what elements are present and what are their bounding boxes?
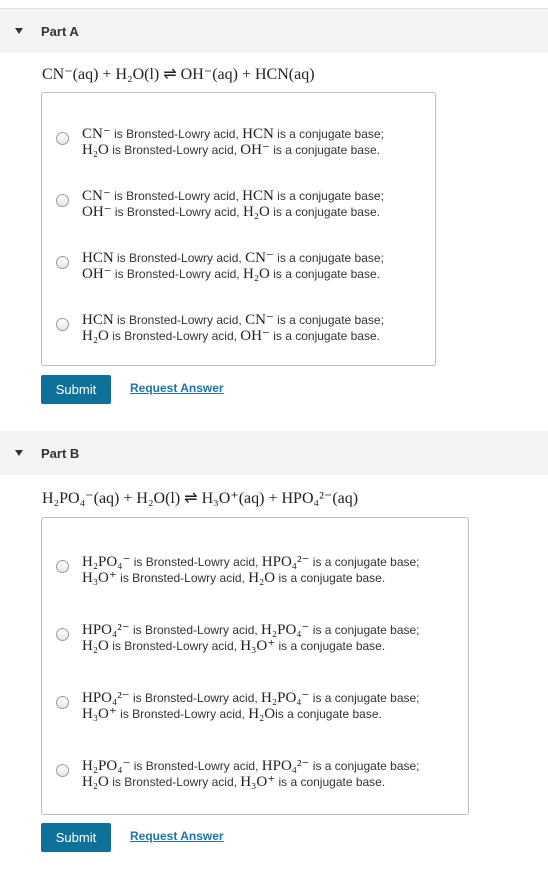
radio-button-icon[interactable] [56,628,69,641]
radio-button-icon[interactable] [56,764,69,777]
part-b-submit-button[interactable]: Submit [41,823,111,852]
part-a-request-answer-link[interactable]: Request Answer [130,381,224,395]
part-a-equation: CN⁻(aq) + H₂O(l) ⇌ OH⁻(aq) + HCN(aq) [42,66,315,83]
part-a-title: Part A [41,23,79,39]
part-b-choice-2[interactable]: HPO₄²⁻ is Bronsted-Lowry acid, H₂PO₄⁻ is a conjugate base; H₂O is Bronsted-Lowry acid, H₃O⁺ is a conjugate base. [56,622,420,654]
part-b-equation: H₂PO₄⁻(aq) + H₂O(l) ⇌ H₃O⁺(aq) + HPO₄²⁻(aq) [42,490,359,507]
part-a-choice-1[interactable]: CN⁻ is Bronsted-Lowry acid, HCN is a conjugate base; H₂O is Bronsted-Lowry acid, OH⁻ is a conjugate base. [56,126,384,158]
radio-button-icon[interactable] [56,560,69,573]
part-b-choice-1[interactable]: H₂PO₄⁻ is Bronsted-Lowry acid, HPO₄²⁻ is a conjugate base; H₃O⁺ is Bronsted-Lowry acid, H₂O is a conjugate base. [56,554,420,586]
radio-button-icon[interactable] [56,132,69,145]
part-a-choice-3[interactable]: HCN is Bronsted-Lowry acid, CN⁻ is a conjugate base; OH⁻ is Bronsted-Lowry acid, H₂O is a conjugate base. [56,250,384,282]
radio-button-icon[interactable] [56,696,69,709]
part-b-choice-3[interactable]: HPO₄²⁻ is Bronsted-Lowry acid, H₂PO₄⁻ is a conjugate base; H₃O⁺ is Bronsted-Lowry acid, H₂Ois a conjugate base. [56,690,420,722]
radio-button-icon[interactable] [56,256,69,269]
part-b-request-answer-link[interactable]: Request Answer [130,829,224,843]
caret-down-icon[interactable] [15,28,23,34]
part-a-submit-button[interactable]: Submit [41,375,111,404]
part-a-choice-2[interactable]: CN⁻ is Bronsted-Lowry acid, HCN is a conjugate base; OH⁻ is Bronsted-Lowry acid, H₂O is a conjugate base. [56,188,384,220]
part-b-choices [41,517,469,815]
part-b-header[interactable] [0,431,548,475]
part-a-header[interactable] [0,9,548,53]
part-b-title: Part B [41,445,80,461]
part-b-choice-4[interactable]: H₂PO₄⁻ is Bronsted-Lowry acid, HPO₄²⁻ is a conjugate base; H₂O is Bronsted-Lowry acid, H₃O⁺ is a conjugate base. [56,758,420,790]
part-a-choice-4[interactable]: HCN is Bronsted-Lowry acid, CN⁻ is a conjugate base; H₂O is Bronsted-Lowry acid, OH⁻ is a conjugate base. [56,312,384,344]
radio-button-icon[interactable] [56,194,69,207]
part-a-choices [41,92,436,366]
caret-down-icon[interactable] [15,450,23,456]
radio-button-icon[interactable] [56,318,69,331]
